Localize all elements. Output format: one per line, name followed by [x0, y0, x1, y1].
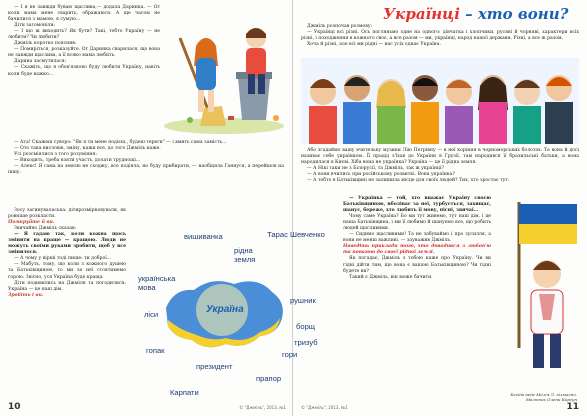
word: прапор — [256, 374, 282, 383]
paragraph: Діти подивились на Джміля та погодилися: Україна — це наш дім. — [8, 280, 126, 292]
paragraph: Джміль коротко пояснив: — [14, 41, 77, 47]
word-center: Україна — [206, 304, 244, 315]
page-number: 11 — [566, 402, 579, 412]
boy-with-flag-illustration — [499, 198, 583, 376]
word: гопак — [146, 346, 165, 355]
paragraph: — Мабуть, тому, що коли з кожного душею та Батьківщиною, то ми за неї стоятимемо горою. Звісно, уся Україна буде краща. — [8, 262, 126, 280]
right-middle-column — [301, 148, 579, 184]
paragraph: Хоча й різні, але всі ми рідні — нас усіх єднає Україна. — [307, 42, 441, 48]
paragraph: Звичайно Джміль сказав: — [14, 226, 77, 232]
word: Карпати — [170, 388, 199, 397]
paragraph: Діти загомоніли: — [14, 23, 56, 29]
page-number: 10 — [8, 402, 21, 412]
left-top-column — [8, 5, 160, 78]
paragraph: Як погадає, Джміль з тобою каже про Україну. Чи ви гідні дійти тим, що вона є вашою Батьківщиною? Чи гідні будете ви? — [343, 256, 491, 274]
paragraph: — А чому у вірші тоді пише: ти доброї... — [14, 256, 112, 262]
children-cleaning-illustration — [160, 8, 288, 136]
paragraph: — А тобто в Батьківщині не залишила місце для своїх людей? Тих, хто зростає тут. — [307, 178, 510, 184]
footer-credit: © "Джміль", 2013, №1 — [301, 405, 348, 410]
paragraph: — Я гадаю так, коли кожна щось змінити на краще — кращою. Люди не можуть своїми руками зробити, щоб у все змінилося. — [8, 232, 126, 256]
word: гори — [282, 350, 298, 359]
paragraph: Чому саме Україна? Бо ми тут живемо, тут наш дім, і це наша Батьківщина, і ми її любимо й шануємо все, що робить людей щасливими. — [343, 214, 491, 232]
illustration-caption — [497, 392, 577, 402]
right-intro-column — [301, 24, 579, 48]
word: рідна земля — [234, 246, 256, 264]
right-bottom-column — [343, 196, 491, 281]
word: українська мова — [138, 274, 176, 292]
word: ліси — [144, 310, 159, 319]
word: президент — [196, 362, 233, 371]
paragraph: Дарина засмутилася: — [14, 59, 67, 65]
right-page — [293, 0, 587, 416]
paragraph: — Ага! Скажеш сувоpо: "Як я ти мене подієш,, будеш тереги" — і вмить сама замість... — [14, 140, 227, 145]
paragraph: — І я не завжди буваю щаслива,— додала Даринка. — От коли мама мене сварить, ображаюся. А ще часом не бачилися з мамою, я сумую... — [8, 5, 160, 23]
paragraph: — Українка — той, хто вважає Україну своєю Батьківщиною, вболіває за неї, турбується, захищає, шанує, береже, хто любить її мову, пісні, звичаї... — [343, 196, 491, 214]
word: борщ — [296, 322, 316, 331]
left-bottom-column — [8, 208, 126, 299]
paragraph: — А Нікі таки не з Білорусії, та Джміль, так ж українці? — [307, 166, 444, 172]
title-part-2: – хто вони? — [459, 5, 569, 23]
caption-line: Бесіда веде Мелія Л. кількісно. — [510, 392, 577, 397]
paragraph: — Скажіть, що я обов'язково буду любити Україну, навіть коли буде важко... — [8, 65, 160, 77]
caption-line: Малюнок Олени Корсун — [525, 397, 577, 402]
paragraph: Зосу загинуваласька: дітирозмірковували, як ровніше розкласти. — [8, 208, 126, 220]
paragraph: Або згадаймо вашу вчительку музики Лію Петрівну — в неї коріння в чорноморських болотах. Та вона й досі називає себе українкою. Її прадід з'їхав до України в Грузії, там народився її бразильські батьки, а вона народилася в Києві. Хіба вона не українка? Україна — це її рідна земля. — [301, 148, 579, 166]
paragraph: Усі розсміялися з того розуміння: — [14, 152, 97, 158]
paragraph: — А вони вчились при російському розвиткі. Вона українка? — [307, 172, 455, 178]
paragraph: — Ото така висловів, зміну, кажи все, до того Джміль каже. — [14, 146, 161, 152]
paragraph: — І що ж виходить? Як бути? Такі, тобто Україну — не любити? Чи любити? — [8, 29, 160, 41]
highlight-text: Наведіть приклади того, хто доводився з любов'ю та повагою до своєї рідної землі. — [343, 244, 491, 256]
word: Тарас Шевченко — [267, 230, 325, 239]
page-title — [383, 5, 568, 23]
ukraine-word-cloud — [132, 232, 332, 402]
left-middle-column — [8, 140, 284, 176]
paragraph: — Українці всі різні. Ось погляньмо одне на одного: дівчатка і хлопчики, русяві й чорняві, характери всіх різні, і походження в кожного своє, а все разом — ми, українці, народ нашої держави. Різні, а все ж разом. — [301, 30, 579, 42]
paragraph: — Алекс! Я сама на землю не сходжу, все подіяла, но буду прибирати, — наобіцяла Ганнуся, а перейшов на іншу. — [8, 164, 284, 176]
paragraph: — Виходить, треба взяти участь, долати труднощі... — [14, 158, 141, 164]
word: вишиванка — [184, 232, 223, 241]
instruction-text: Зробіть і ви. — [8, 292, 44, 298]
title-part-1: Українці — [383, 5, 460, 23]
footer-credit: © "Джміль", 2013, №1 — [239, 405, 286, 410]
paragraph: Джміль розпочав розмову: — [307, 24, 373, 29]
group-of-children-illustration — [301, 58, 579, 144]
paragraph: — Помиріться, розказуйте. От Даринка сварилася, що вона не завжди щаслива, а її всяко мама любить. — [8, 47, 160, 59]
word: рушник — [290, 296, 316, 305]
word: тризуб — [294, 338, 318, 347]
paragraph: Такий є Джміль, він може бачити. — [349, 274, 433, 280]
paragraph: — Сидимо щасливими! Та не забуваймо і про зусилля, а вони не менш важливі, — зауважив Джміль. — [343, 232, 491, 244]
instruction-text: Помкруйте й ви. — [8, 220, 55, 226]
